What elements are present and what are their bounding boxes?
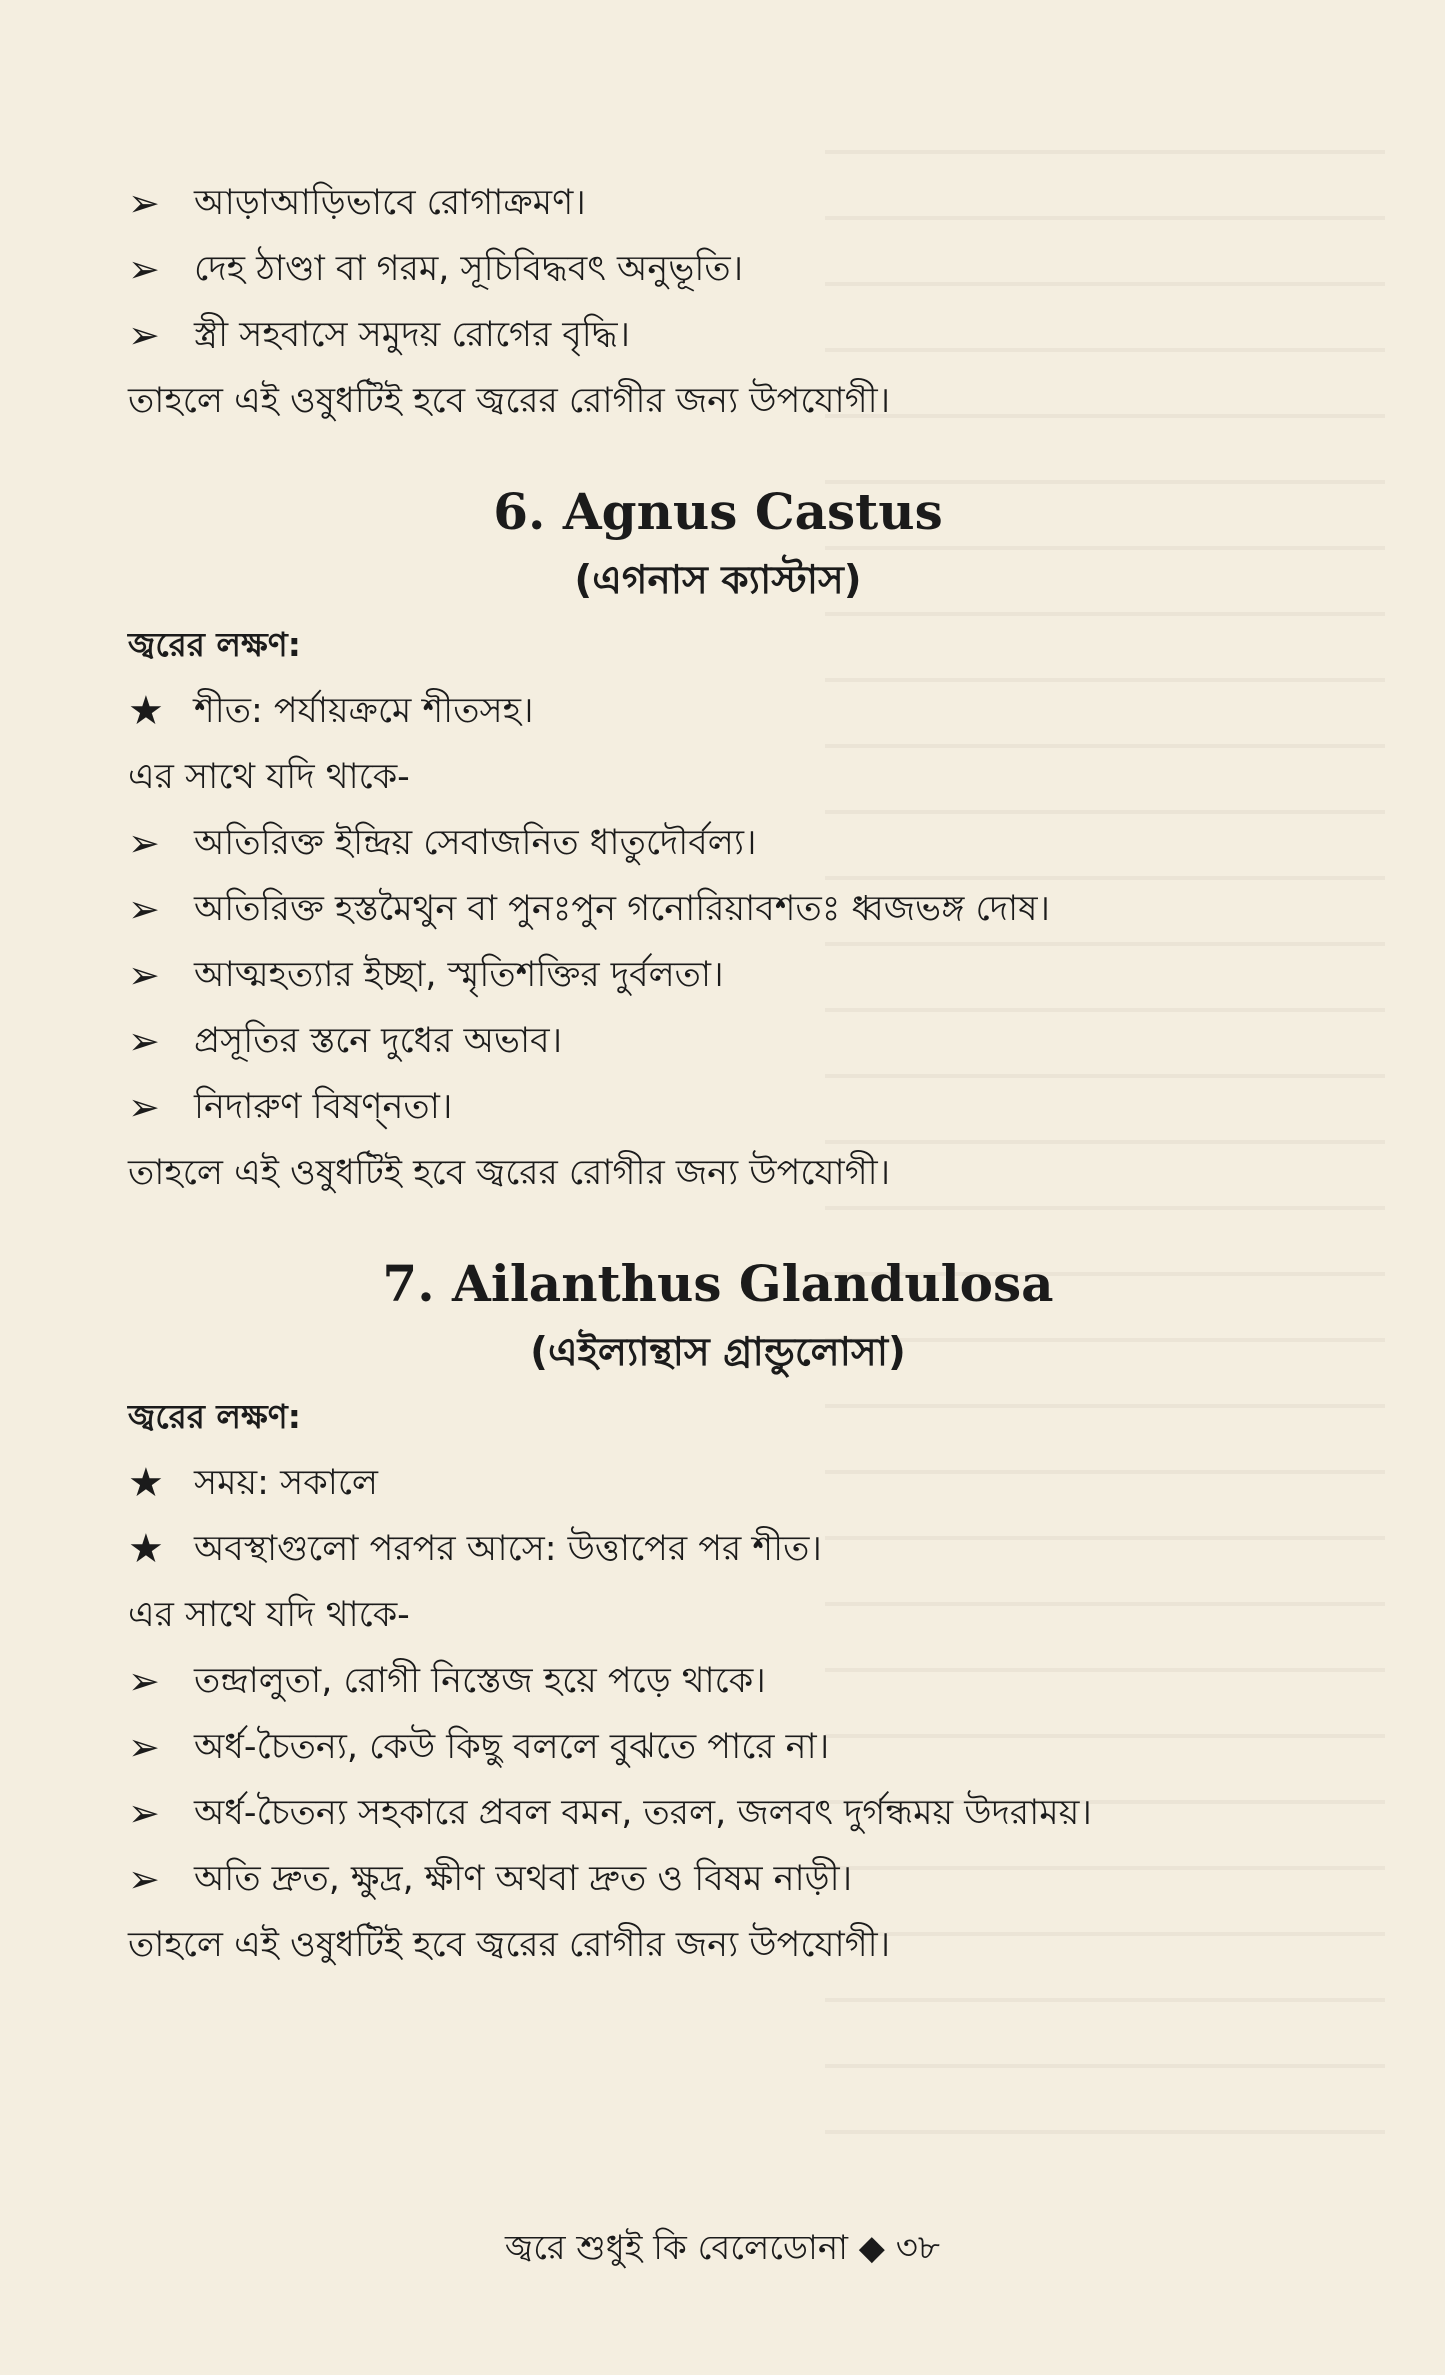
diamond-separator-icon: ◆ — [858, 2228, 885, 2268]
star-item: ★ শীত: পর্যায়ক্রমে শীতসহ। — [128, 678, 1308, 744]
arrow-bullet-icon: ➢ — [128, 953, 160, 997]
section-subtitle: (এইল্যান্থাস গ্রান্ডুলোসা) — [530, 1330, 906, 1375]
page-footer — [0, 2218, 1445, 2278]
arrow-bullet-icon: ➢ — [128, 1659, 160, 1703]
symptoms-heading: জ্বরের লক্ষণ: — [128, 625, 301, 664]
arrow-bullet-icon: ➢ — [128, 887, 160, 931]
arrow-bullet-icon: ➢ — [128, 1791, 160, 1835]
star-item: ★ সময়: সকালে — [128, 1450, 1308, 1516]
section-title: 6. Agnus Castus — [493, 482, 943, 541]
intro-block — [128, 170, 1308, 434]
arrow-bullet-icon: ➢ — [128, 181, 160, 225]
symptoms-heading: জ্বরের লক্ষণ: — [128, 1397, 301, 1436]
section-ailanthus-glandulosa — [128, 1246, 1308, 1978]
list-item: ➢ অর্ধ-চৈতন্য সহকারে প্রবল বমন, তরল, জলবৎ দুর্গন্ধময় উদরাময়। — [128, 1780, 1308, 1846]
list-item: ➢ আড়াআড়িভাবে রোগাক্রমণ। — [128, 170, 1308, 236]
conclusion-text: তাহলে এই ওষুধটিই হবে জ্বরের রোগীর জন্য উপযোগী। — [128, 1153, 891, 1193]
list-item: ➢ অর্ধ-চৈতন্য, কেউ কিছু বললে বুঝতে পারে না। — [128, 1714, 1308, 1780]
with-heading: এর সাথে যদি থাকে- — [128, 1595, 410, 1635]
list-item: ➢ আত্মহত্যার ইচ্ছা, স্মৃতিশক্তির দুর্বলতা। — [128, 942, 1308, 1008]
arrow-bullet-icon: ➢ — [128, 1085, 160, 1129]
star-bullet-icon: ★ — [128, 1460, 164, 1506]
star-bullet-icon: ★ — [128, 688, 164, 734]
conclusion-text: তাহলে এই ওষুধটিই হবে জ্বরের রোগীর জন্য উপযোগী। — [128, 381, 891, 421]
arrow-bullet-icon: ➢ — [128, 313, 160, 357]
list-item: ➢ অতি দ্রুত, ক্ষুদ্র, ক্ষীণ অথবা দ্রুত ও বিষম নাড়ী। — [128, 1846, 1308, 1912]
section-subtitle: (এগনাস ক্যাস্টাস) — [574, 558, 862, 603]
arrow-bullet-icon: ➢ — [128, 1725, 160, 1769]
list-item: ➢ দেহ ঠাণ্ডা বা গরম, সূচিবিদ্ধবৎ অনুভূতি। — [128, 236, 1308, 302]
arrow-bullet-icon: ➢ — [128, 247, 160, 291]
arrow-bullet-icon: ➢ — [128, 1857, 160, 1901]
section-agnus-castus — [128, 474, 1308, 1206]
star-item: ★ অবস্থাগুলো পরপর আসে: উত্তাপের পর শীত। — [128, 1516, 1308, 1582]
with-heading: এর সাথে যদি থাকে- — [128, 757, 410, 797]
star-bullet-icon: ★ — [128, 1526, 164, 1572]
list-item: ➢ অতিরিক্ত ইন্দ্রিয় সেবাজনিত ধাতুদৌর্বল্য। — [128, 810, 1308, 876]
conclusion-text: তাহলে এই ওষুধটিই হবে জ্বরের রোগীর জন্য উপযোগী। — [128, 1925, 891, 1965]
list-item: ➢ তন্দ্রালুতা, রোগী নিস্তেজ হয়ে পড়ে থাকে। — [128, 1648, 1308, 1714]
page-number: ৩৮ — [895, 2228, 940, 2268]
page-content — [128, 170, 1308, 1978]
section-title: 7. Ailanthus Glandulosa — [382, 1254, 1054, 1313]
footer-title: জ্বরে শুধুই কি বেলেডোনা — [505, 2228, 848, 2268]
arrow-bullet-icon: ➢ — [128, 821, 160, 865]
list-item: ➢ প্রসূতির স্তনে দুধের অভাব। — [128, 1008, 1308, 1074]
list-item: ➢ নিদারুণ বিষণ্নতা। — [128, 1074, 1308, 1140]
list-item: ➢ অতিরিক্ত হস্তমৈথুন বা পুনঃপুন গনোরিয়াবশতঃ ধ্বজভঙ্গ দোষ। — [128, 876, 1308, 942]
arrow-bullet-icon: ➢ — [128, 1019, 160, 1063]
list-item: ➢ স্ত্রী সহবাসে সমুদয় রোগের বৃদ্ধি। — [128, 302, 1308, 368]
